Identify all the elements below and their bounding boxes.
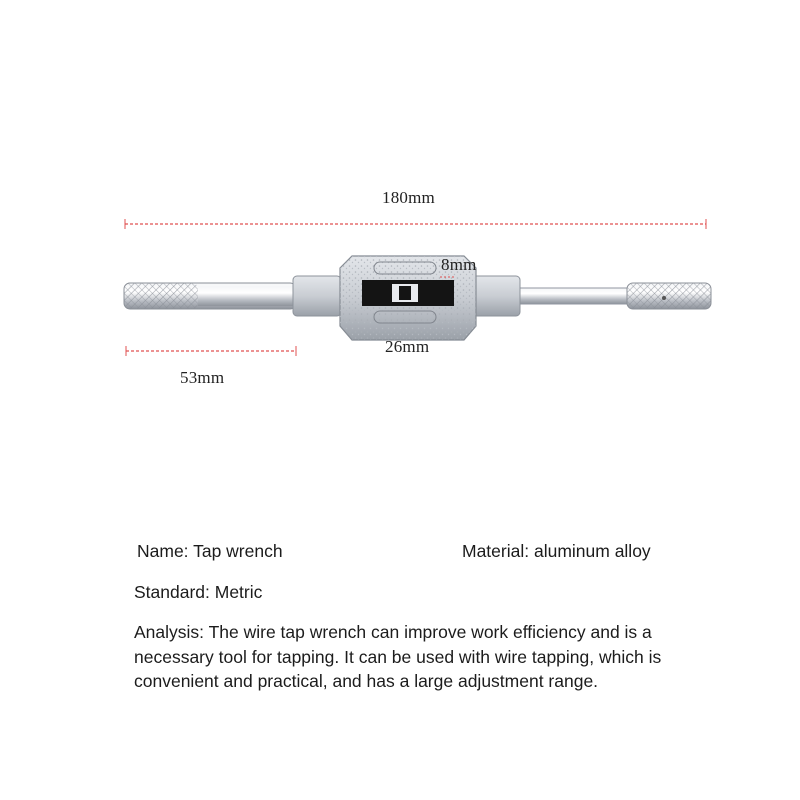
- overall-length-label: 180mm: [382, 188, 435, 207]
- dimension-line-handle: [126, 346, 296, 356]
- spec-analysis: Analysis: The wire tap wrench can improve work efficiency and is a necessary tool for tapping. It can be used with wire tapping, which is convenient and practical, and has a large adjustment range.: [134, 622, 662, 691]
- right-handle: [515, 283, 711, 309]
- body-width-label: 26mm: [385, 337, 430, 356]
- wrench-body: [293, 256, 520, 340]
- left-handle: [124, 283, 296, 309]
- spec-standard: Standard: Metric: [134, 582, 263, 602]
- window-height-label: 8mm: [441, 255, 477, 274]
- dimension-line-length: [125, 219, 706, 229]
- spec-material: Material: aluminum alloy: [462, 541, 651, 561]
- handle-length-label: 53mm: [180, 368, 225, 387]
- spec-name: Name: Tap wrench: [137, 541, 283, 561]
